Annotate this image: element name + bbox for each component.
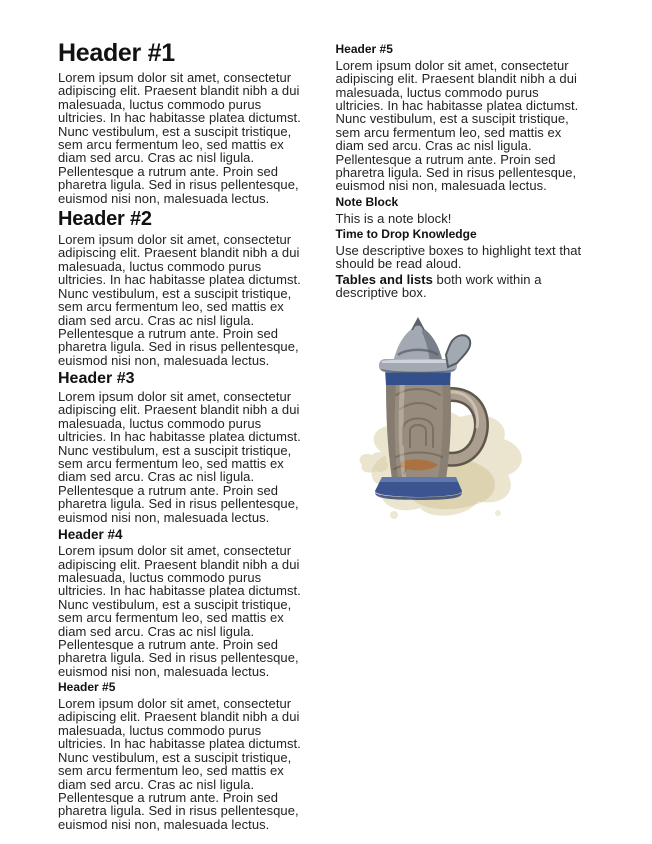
section-header-1 [58, 40, 311, 205]
section-header-4 [58, 527, 311, 678]
heading-5: Header #5 [58, 680, 116, 695]
stein-base-highlight [380, 477, 458, 482]
knowledge-block-body: Use descriptive boxes to highlight text that should be read aloud. [335, 242, 582, 272]
left-column [58, 40, 311, 833]
stein-lid [379, 317, 457, 373]
heading-2: Header #2 [58, 208, 152, 231]
knowledge-block [336, 228, 589, 271]
heading-3: Header #3 [58, 370, 135, 388]
stein-thumb-lever [446, 336, 470, 368]
section-header-5-left [58, 681, 311, 831]
tables-and-lists-bold: Tables and lists [335, 271, 433, 287]
section-header-5-right [336, 43, 589, 193]
tables-and-lists-rest: both work within a descriptive box. [335, 271, 542, 301]
beer-stein-svg [348, 317, 552, 529]
body-paragraph: Lorem ipsum dolor sit amet, consectetur adipiscing elit. Praesent blandit nibh a dui malesuada, luctus commodo purus ultricies. In hac habitasse platea dictumst. Nunc vestibulum, est a suscipit tristique, sem arcu fermentum leo, sed mattis ex diam sed arcu. Cras ac nisl ligula. Pellentesque a rutrum ante. Proin sed pharetra ligula. Sed in risus pellentesque, euismod nisi non, malesuada lectus. [58, 696, 301, 832]
right-column [336, 40, 589, 833]
tables-and-lists-paragraph [336, 273, 589, 300]
watercolor-dot [390, 511, 398, 519]
body-paragraph: Lorem ipsum dolor sit amet, consectetur adipiscing elit. Praesent blandit nibh a dui malesuada, luctus commodo purus ultricies. In hac habitasse platea dictumst. Nunc vestibulum, est a suscipit tristique, sem arcu fermentum leo, sed mattis ex diam sed arcu. Cras ac nisl ligula. Pellentesque a rutrum ante. Proin sed pharetra ligula. Sed in risus pellentesque, euismod nisi non, malesuada lectus. [58, 232, 301, 368]
heading-4: Header #4 [58, 527, 123, 543]
knowledge-block-title: Time to Drop Knowledge [335, 227, 477, 242]
note-block [336, 196, 589, 225]
watercolor-dot [495, 510, 501, 516]
watercolor-splash-left [359, 453, 387, 473]
heading-5: Header #5 [335, 42, 393, 56]
body-paragraph: Lorem ipsum dolor sit amet, consectetur adipiscing elit. Praesent blandit nibh a dui malesuada, luctus commodo purus ultricies. In hac habitasse platea dictumst. Nunc vestibulum, est a suscipit tristique, sem arcu fermentum leo, sed mattis ex diam sed arcu. Cras ac nisl ligula. Pellentesque a rutrum ante. Proin sed pharetra ligula. Sed in risus pellentesque, euismod nisi non, malesuada lectus. [58, 543, 301, 679]
body-paragraph: Lorem ipsum dolor sit amet, consectetur adipiscing elit. Praesent blandit nibh a dui malesuada, luctus commodo purus ultricies. In hac habitasse platea dictumst. Nunc vestibulum, est a suscipit tristique, sem arcu fermentum leo, sed mattis ex diam sed arcu. Cras ac nisl ligula. Pellentesque a rutrum ante. Proin sed pharetra ligula. Sed in risus pellentesque, euismod nisi non, malesuada lectus. [58, 389, 301, 525]
stein-body [386, 379, 451, 479]
stein-finial-ball [413, 326, 422, 335]
note-block-title: Note Block [335, 194, 399, 209]
beer-stein-illustration [348, 317, 552, 529]
body-paragraph: Lorem ipsum dolor sit amet, consectetur adipiscing elit. Praesent blandit nibh a dui malesuada, luctus commodo purus ultricies. In hac habitasse platea dictumst. Nunc vestibulum, est a suscipit tristique, sem arcu fermentum leo, sed mattis ex diam sed arcu. Cras ac nisl ligula. Pellentesque a rutrum ante. Proin sed pharetra ligula. Sed in risus pellentesque, euismod nisi non, malesuada lectus. [335, 57, 579, 194]
section-header-3 [58, 370, 311, 524]
stein-lid-rim-highlight [382, 360, 454, 364]
body-paragraph: Lorem ipsum dolor sit amet, consectetur adipiscing elit. Praesent blandit nibh a dui malesuada, luctus commodo purus ultricies. In hac habitasse platea dictumst. Nunc vestibulum, est a suscipit tristique, sem arcu fermentum leo, sed mattis ex diam sed arcu. Cras ac nisl ligula. Pellentesque a rutrum ante. Proin sed pharetra ligula. Sed in risus pellentesque, euismod nisi non, malesuada lectus. [58, 70, 301, 206]
note-block-body: This is a note block! [335, 210, 452, 226]
section-header-2 [58, 208, 311, 367]
stein-base [374, 477, 461, 500]
heading-1: Header #1 [58, 39, 175, 67]
